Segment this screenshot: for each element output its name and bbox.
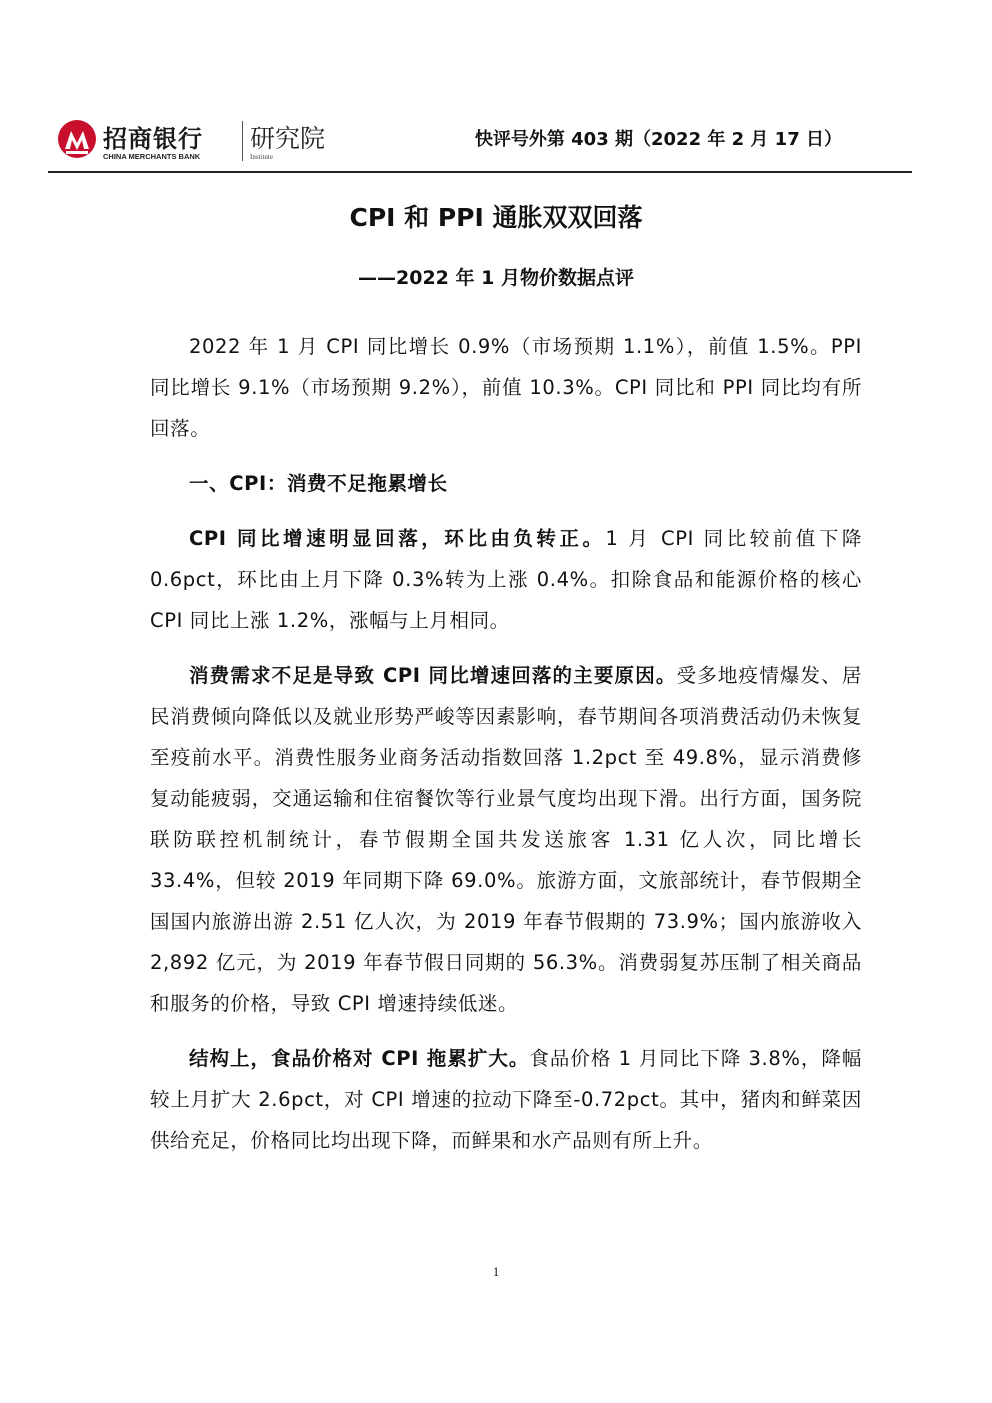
paragraph-lead: 结构上，食品价格对 CPI 拖累扩大。	[189, 1047, 530, 1070]
paragraph-cpi-growth	[150, 518, 862, 641]
page-title: CPI 和 PPI 通胀双双回落	[349, 203, 643, 232]
intro-paragraph: 2022 年 1 月 CPI 同比增长 0.9%（市场预期 1.1%），前值 1.5%。PPI 同比增长 9.1%（市场预期 9.2%），前值 10.3%。CPI 同比和 PPI 同比均有所回落。	[150, 335, 862, 440]
logo-divider	[242, 121, 243, 161]
paragraph-lead: CPI 同比增速明显回落，环比由负转正。	[189, 527, 606, 550]
paragraph-lead: 消费需求不足是导致 CPI 同比增速回落的主要原因。	[189, 664, 677, 687]
logo-english-name: CHINA MERCHANTS BANK	[103, 152, 201, 161]
issue-info: 快评号外第 403 期（2022 年 2 月 17 日）	[474, 129, 842, 150]
paragraph-body: 食品价格 1 月同比下降 3.8%，降幅较上月扩大 2.6pct，对 CPI 增速的拉动下降至-0.72pct。其中，猪肉和鲜菜因供给充足，价格同比均出现下降，而鲜果和水产品则有所上升。	[150, 1047, 862, 1152]
institute-name: 研究院	[250, 124, 326, 153]
institute-english-name: Institute	[250, 153, 273, 161]
article-body	[150, 326, 862, 1175]
cmb-logo	[57, 117, 347, 167]
section-heading: 一、CPI：消费不足拖累增长	[189, 472, 448, 495]
page-number: 1	[492, 1264, 500, 1279]
paragraph-body: 1 月 CPI 同比较前值下降 0.6pct，环比由上月下降 0.3%转为上涨 0.4%。扣除食品和能源价格的核心 CPI 同比上涨 1.2%，涨幅与上月相同。	[150, 527, 862, 632]
header-rule	[48, 171, 912, 173]
cmb-emblem-icon	[57, 119, 97, 159]
paragraph-body: 受多地疫情爆发、居民消费倾向降低以及就业形势严峻等因素影响，春节期间各项消费活动仍未恢复至疫前水平。消费性服务业商务活动指数回落 1.2pct 至 49.8%，显示消费修复动能疲弱，交通运输和住宿餐饮等行业景气度均出现下滑。出行方面，国务院联防联控机制统计，春节假期全国共发送旅客 1.31 亿人次，同比增长 33.4%，但较 2019 年同期下降 69.0%。旅游方面，文旅部统计，春节假期全国国内旅游出游 2.51 亿人次，为 2019 年春节假期的 73.9%；国内旅游收入 2,892 亿元，为 2019 年春节假日同期的 56.3%。消费弱复苏压制了相关商品和服务的价格，导致 CPI 增速持续低迷。	[150, 664, 862, 1015]
logo-chinese-name: 招商银行	[103, 125, 203, 153]
paragraph-food-prices	[150, 1038, 862, 1161]
paragraph-consumption	[150, 655, 862, 1024]
page-subtitle: ——2022 年 1 月物价数据点评	[358, 267, 634, 289]
